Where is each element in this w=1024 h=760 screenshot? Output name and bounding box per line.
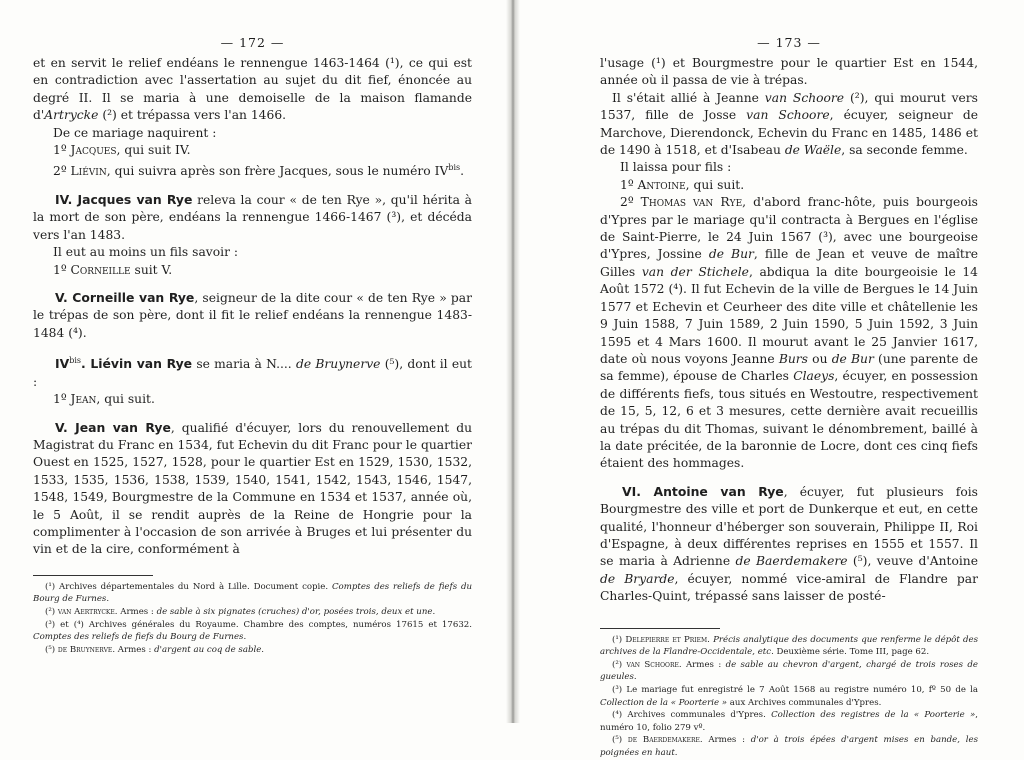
section-iv-bis: $IV^{bis}$. Liévin van Rye se maria à N.... de Bruynerve (⁵), dont il eut : bbox=[33, 356, 472, 389]
page-number-left: — 172 — bbox=[220, 35, 285, 50]
footnote-divider bbox=[600, 628, 720, 629]
paragraph: l'usage (¹) et Bourgmestre pour le quartier Est en 1544, année où il passa de vie à trépas. bbox=[600, 56, 978, 88]
footnote: (¹) Archives départementales du Nord à Lille. Document copie. Comptes des reliefs de fiefs du Bourg de Furnes. bbox=[33, 581, 473, 605]
list-item: 2º Liévin, qui suivra après son frère Jacques, sous le numéro $IV^{bis}$. bbox=[53, 163, 465, 179]
footnote: (⁵) de Baerdemakere. Armes : d'or à trois épées d'argent mises en bande, les poignées en haut. bbox=[600, 735, 978, 758]
left-footnotes bbox=[33, 581, 472, 657]
footnote: (³) Le mariage fut enregistré le 7 Août 1568 au registre numéro 10, fº 50 de la Collection de la « Poorterie » aux Archives communales d'Ypres. bbox=[600, 684, 978, 708]
section-v-jean: V. Jean van Rye, qualifié d'écuyer, lors du renouvellement du Magistrat du Franc en 1534, fut Echevin du dit Franc pour le quartier Ouest en 1525, 1527, 1528, pour le quartier Est en 1529, 1530, 1532, 1533, 1535, 1536, 1538, 1539, 1540, 1541, 1542, 1543, 1546, 1547, 1548, 1549, Bourgmestre de la Commune en 1534 et 1537, année où, le 5 Août, il se rendit auprès de la Reine de Hongrie pour la complimenter à l'occasion de son arrivée à Bruges et lui présenter du vin et de la cire, conformément à bbox=[33, 419, 472, 557]
paragraph: et en servit le relief endéans le rennengue 1463-1464 (¹), ce qui est en contradiction avec l'assertation au sujet du dit fief, énoncée au degré II. Il se maria à une demoiselle de la maison flamande d'Artrycke (²) et trépassa vers l'an 1466. bbox=[33, 56, 472, 123]
right-footnotes bbox=[600, 634, 978, 760]
section-v-corneille: V. Corneille van Rye, seigneur de la dite cour « de ten Rye » par le trépas de son père, dont il fit le relief endéans la rennengue 1483-1484 (⁴). bbox=[33, 289, 472, 340]
list-item: 1º Jean, qui suit. bbox=[53, 392, 155, 407]
footnote: (⁵) de Bruynerve. Armes : d'argent au coq de sable. bbox=[45, 644, 265, 655]
right-body-text bbox=[600, 55, 978, 606]
left-page bbox=[0, 0, 508, 723]
paragraph: Il s'était allié à Jeanne van Schoore (²), qui mourut vers 1537, fille de Josse van Schoore, écuyer, seigneur de Marchove, Dierendonck, Echevin du Franc en 1485, 1486 et de 1490 à 1518, et d'Isabeau de Waële, sa seconde femme. bbox=[600, 90, 978, 158]
section-vi-antoine: VI. Antoine van Rye, écuyer, fut plusieurs fois Bourgmestre des ville et port de Dunkerque et eut, en cette qualité, l'honneur d'héberger son souverain, Philippe II, Roi d'Espagne, à deux différentes reprises en 1555 et 1557. Il se maria à Adrienne de Baerdemakere (⁵), veuve d'Antoine de Bryarde, écuyer, nommé vice-amiral de Flandre par Charles-Quint, trépassé sans laisser de posté- bbox=[600, 483, 978, 604]
page-number-right: — 173 — bbox=[757, 35, 821, 50]
list-item: 1º Corneille suit V. bbox=[53, 262, 173, 277]
footnote: (²) van Schoore. Armes : de sable au chevron d'argent, chargé de trois roses de gueules. bbox=[600, 659, 979, 683]
paragraph: Il laissa pour fils : bbox=[620, 160, 732, 175]
footnote: (³) et (⁴) Archives générales du Royaume. Chambre des comptes, numéros 17615 et 17632. Comptes des reliefs de fiefs du Bourg de Furnes. bbox=[33, 619, 472, 643]
right-page bbox=[518, 0, 1024, 758]
footnote-divider bbox=[33, 575, 153, 576]
footnote: (²) van Aertrycke. Armes : de sable à six pignates (cruches) d'or, posées trois, deux et une. bbox=[45, 606, 436, 617]
list-item: 2º Thomas van Rye, d'abord franc-hôte, puis bourgeois d'Ypres par le mariage qu'il contracta à Bergues en l'église de Saint-Pierre, le 24 Juin 1567 (³), avec une bourgeoise d'Ypres, Jossine de Bur, fille de Jean et veuve de maître Gilles van der Stichele, abdiqua la dite bourgeoisie le 14 Août 1572 (⁴). Il fut Echevin de la ville de Bergues le 14 Juin 1577 et Echevin et Ceurheer des dite ville et châtellenie les 9 Juin 1588, 7 Juin 1589, 2 Juin 1590, 5 Juin 1592, 3 Juin 1595 et 4 Mars 1600. Il mourut avant le 25 Janvier 1617, date où nous voyons Jeanne Burs ou de Bur (une parente de sa femme), épouse de Charles Claeys, écuyer, en possession de différents fiefs, tous situés en Westoutre, respectivement de 15, 5, 12, 6 et 3 mesures, cette dernière avait recueillis au trépas du dit Thomas, suivant le dénombrement, baillé à la date précitée, de la baronnie de Locre, dont ces cinq fiefs étaient des hommages. bbox=[600, 195, 978, 471]
paragraph: De ce mariage naquirent : bbox=[53, 125, 217, 140]
left-body-text bbox=[33, 55, 472, 559]
footnote: (¹) Delepierre et Priem. Précis analytique des documents que renferme le dépôt des archives de la Flandre-Occidentale, etc. Deuxième série. Tome III, page 62. bbox=[600, 634, 978, 658]
paragraph: Il eut au moins un fils savoir : bbox=[53, 245, 238, 260]
list-item: 1º Jacques, qui suit IV. bbox=[53, 143, 191, 158]
list-item: 1º Antoine, qui suit. bbox=[620, 177, 745, 192]
footnote: (⁴) Archives communales d'Ypres. Collection des registres de la « Poorterie », numéro 10, folio 279 vº. bbox=[600, 710, 978, 733]
section-iv: IV. Jacques van Rye releva la cour « de ten Rye », qu'il hérita à la mort de son père, endéans la rennengue 1466-1467 (³), et décéda vers l'an 1483. bbox=[33, 191, 473, 242]
